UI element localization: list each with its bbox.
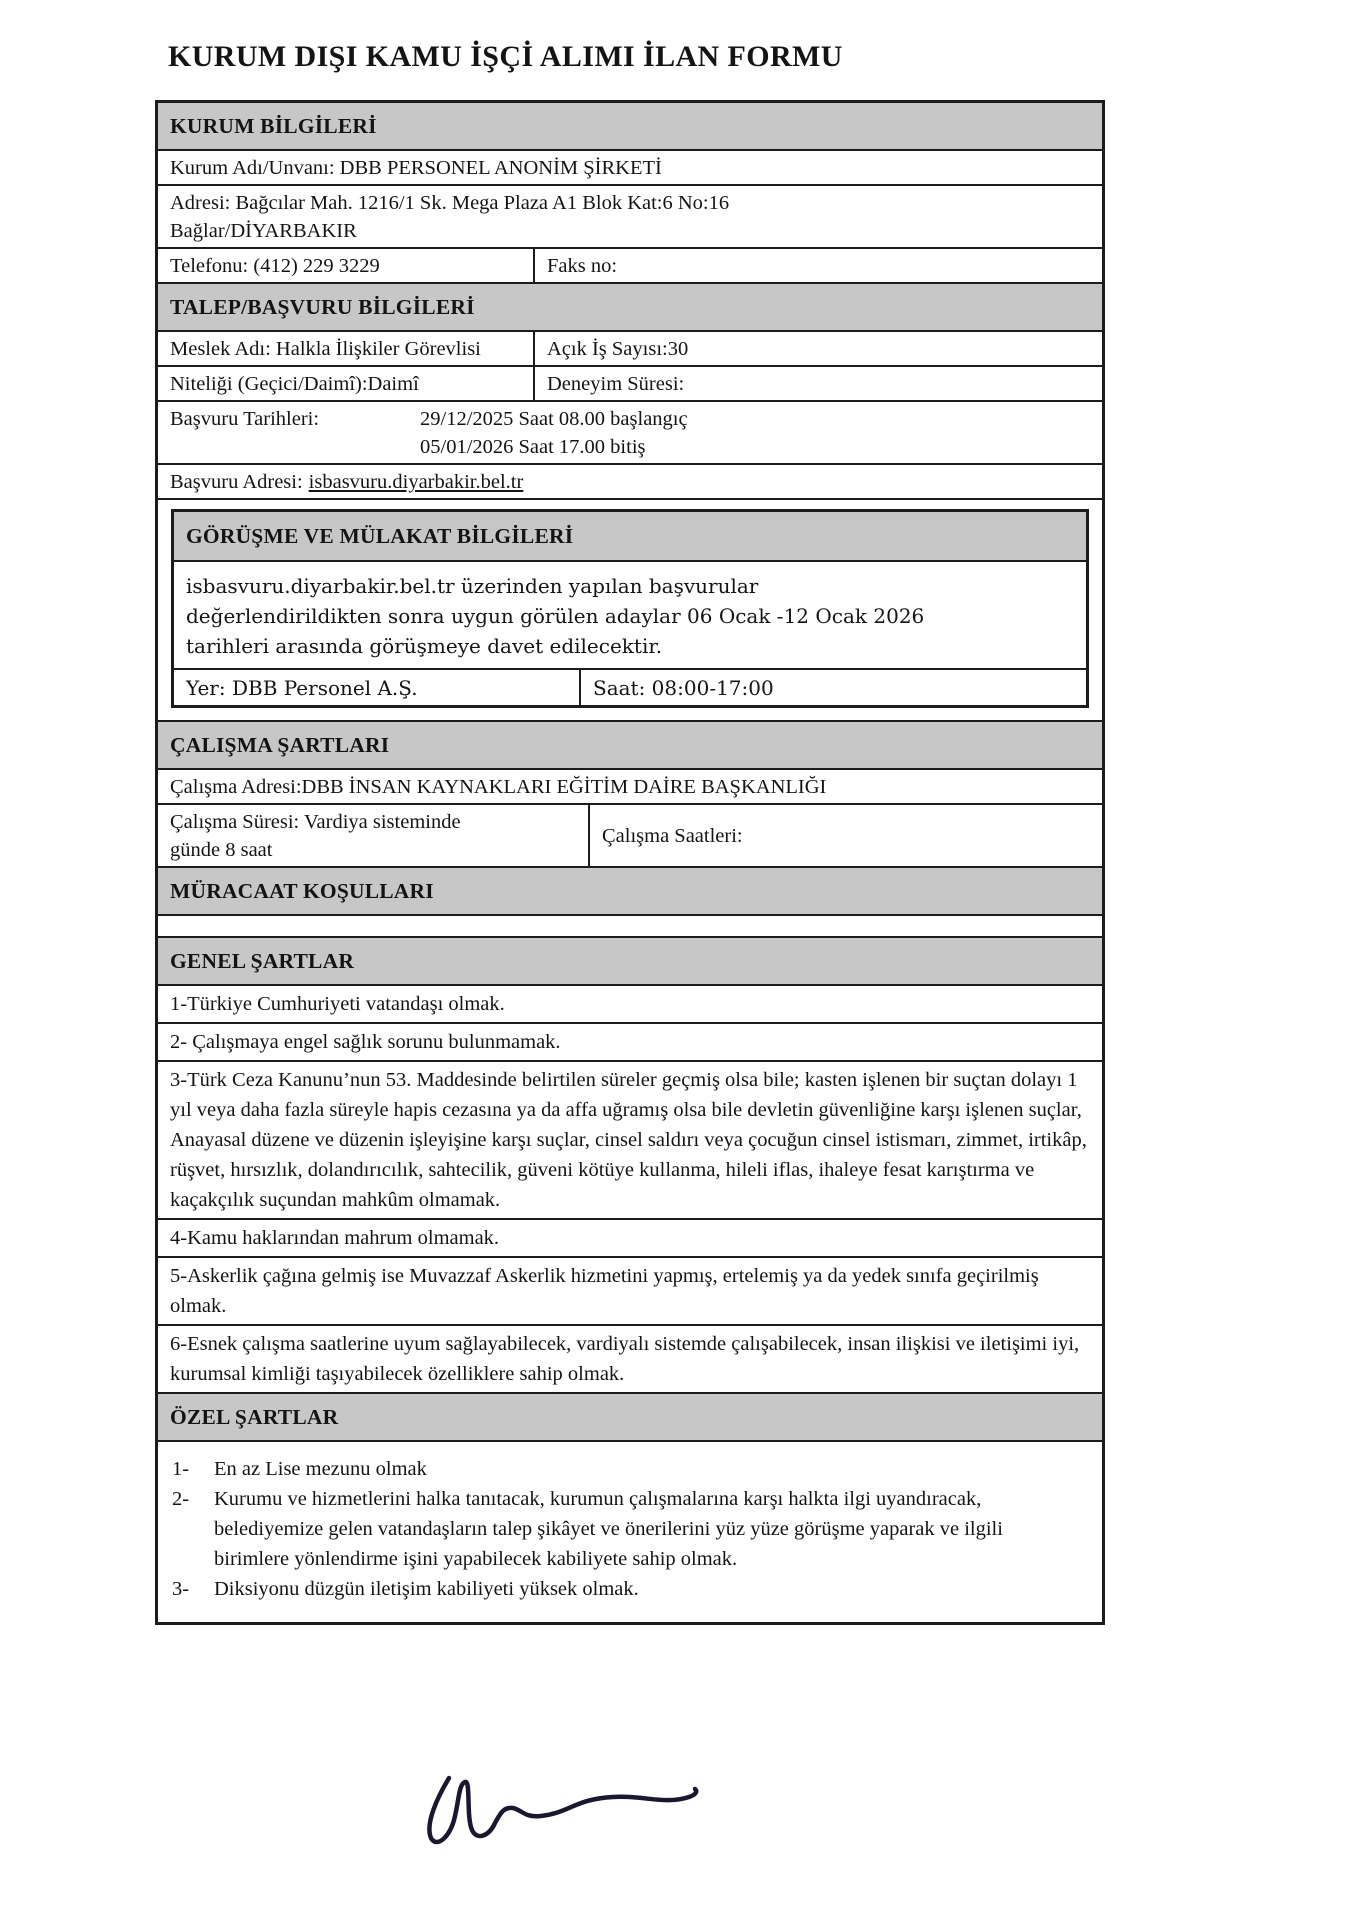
ozel-item-number: 1- — [172, 1458, 190, 1480]
field-basvuru-tarihleri-label: Başvuru Tarihleri: — [170, 408, 320, 430]
signature-scribble — [415, 1772, 725, 1872]
field-kurum-adi: Kurum Adı/Unvanı: DBB PERSONEL ANONİM ŞİRKETİ — [158, 151, 1102, 186]
genel-sartlar-item: 5-Askerlik çağına gelmiş ise Muvazzaf Askerlik hizmetini yapmış, ertelemiş ya da yedek sınıfa geçirilmiş olmak. — [158, 1258, 1102, 1326]
basvuru-adresi-link[interactable]: isbasvuru.diyarbakir.bel.tr — [308, 471, 524, 493]
ozel-item-number: 3- — [172, 1578, 190, 1600]
ozel-sartlar-item — [172, 1454, 1088, 1484]
adres-line: Bağlar/DİYARBAKIR — [170, 220, 357, 242]
row-yer-saat — [174, 670, 1086, 705]
field-acik-is-sayisi: Açık İş Sayısı:30 — [533, 332, 1102, 365]
field-faks: Faks no: — [533, 249, 1102, 282]
genel-sartlar-item: 4-Kamu haklarından mahrum olmamak. — [158, 1220, 1102, 1258]
gorusme-paragraf-line: tarihleri arasında görüşmeye davet edilecektir. — [186, 634, 663, 658]
gorusme-paragraf-line: isbasvuru.diyarbakir.bel.tr üzerinden yapılan başvurular — [186, 574, 759, 598]
field-calisma-suresi — [158, 805, 588, 866]
row-nitelik-deneyim — [158, 367, 1102, 402]
genel-sartlar-item: 3-Türk Ceza Kanunu’nun 53. Maddesinde belirtilen süreler geçmiş olsa bile; kasten işlenen bir suçtan dolayı 1 yıl veya daha fazla süreyle hapis cezasına ya da affa uğramış olsa bile devletin güvenliğine karşı işlenen suçlar, Anayasal düzene ve düzenin işleyişine karşı suçlar, cinsel saldırı veya çocuğun cinsel istismarı, zimmet, irtikâp, rüşvet, hırsızlık, dolandırıcılık, sahtecilik, güveni kötüye kullanma, hileli iflas, ihaleye fesat karıştırma ve kaçakçılık suçundan mahkûm olmamak. — [158, 1062, 1102, 1220]
page-title: KURUM DIŞI KAMU İŞÇİ ALIMI İLAN FORMU — [168, 40, 843, 73]
field-telefon: Telefonu: (412) 229 3229 — [170, 255, 380, 277]
field-basvuru-adresi-label: Başvuru Adresi: — [170, 471, 303, 493]
ozel-sartlar-item — [172, 1484, 1088, 1574]
section-header-muracaat-kosullari: MÜRACAAT KOŞULLARI — [158, 868, 1102, 916]
row-basvuru-adresi — [158, 465, 1102, 500]
ozel-item-number: 2- — [172, 1488, 190, 1510]
gorusme-paragraf — [174, 562, 1086, 670]
adres-line: Adresi: Bağcılar Mah. 1216/1 Sk. Mega Plaza A1 Blok Kat:6 No:16 — [170, 192, 730, 214]
field-meslek-adi: Meslek Adı: Halkla İlişkiler Görevlisi — [170, 338, 481, 360]
ozel-item-text: En az Lise mezunu olmak — [214, 1458, 427, 1480]
section-header-calisma-sartlari: ÇALIŞMA ŞARTLARI — [158, 722, 1102, 770]
spacer-row — [158, 916, 1102, 938]
basvuru-tarih-line: 05/01/2026 Saat 17.00 bitiş — [420, 436, 646, 458]
field-adres — [158, 186, 1102, 249]
field-yer: Yer: DBB Personel A.Ş. — [186, 676, 418, 700]
field-calisma-adresi: Çalışma Adresi:DBB İNSAN KAYNAKLARI EĞİTİM DAİRE BAŞKANLIĞI — [158, 770, 1102, 805]
section-header-ozel-sartlar: ÖZEL ŞARTLAR — [158, 1394, 1102, 1442]
calisma-suresi-line: Çalışma Süresi: Vardiya sisteminde — [170, 811, 461, 833]
basvuru-tarihleri-values — [420, 405, 1090, 461]
gorusme-box — [171, 509, 1089, 708]
ozel-item-text: Diksiyonu düzgün iletişim kabiliyeti yüksek olmak. — [214, 1578, 639, 1600]
row-calisma-suresi-saatleri — [158, 805, 1102, 868]
genel-sartlar-item: 2- Çalışmaya engel sağlık sorunu bulunmamak. — [158, 1024, 1102, 1062]
genel-sartlar-item: 6-Esnek çalışma saatlerine uyum sağlayabilecek, vardiyalı sistemde çalışabilecek, insan ilişkisi ve iletişimi iyi, kurumsal kimliği taşıyabilecek özelliklere sahip olmak. — [158, 1326, 1102, 1394]
field-deneyim-suresi: Deneyim Süresi: — [533, 367, 1102, 400]
section-header-talep-basvuru: TALEP/BAŞVURU BİLGİLERİ — [158, 284, 1102, 332]
row-telefon-faks — [158, 249, 1102, 284]
field-saat: Saat: 08:00-17:00 — [579, 670, 1086, 705]
ozel-sartlar-list — [158, 1442, 1102, 1622]
basvuru-tarih-line: 29/12/2025 Saat 08.00 başlangıç — [420, 408, 688, 430]
calisma-suresi-line: günde 8 saat — [170, 839, 273, 861]
ozel-sartlar-item — [172, 1574, 1088, 1604]
genel-sartlar-list — [158, 986, 1102, 1394]
field-calisma-saatleri: Çalışma Saatleri: — [588, 805, 1102, 866]
row-meslek-acik-is — [158, 332, 1102, 367]
ilan-form-table — [155, 100, 1105, 1625]
ozel-item-text: Kurumu ve hizmetlerini halka tanıtacak, kurumun çalışmalarına karşı halkta ilgi uyandıracak, belediyemize gelen vatandaşların talep şikâyet ve önerilerini yüz yüze görüşme yaparak ve ilgili birimlere yönlendirme işini yapabilecek kabiliyete sahip olmak. — [214, 1488, 1003, 1570]
gorusme-inset-wrap — [158, 500, 1102, 722]
section-header-genel-sartlar: GENEL ŞARTLAR — [158, 938, 1102, 986]
section-header-kurum-bilgileri: KURUM BİLGİLERİ — [158, 103, 1102, 151]
section-header-gorusme-mulakat: GÖRÜŞME VE MÜLAKAT BİLGİLERİ — [174, 512, 1086, 562]
genel-sartlar-item: 1-Türkiye Cumhuriyeti vatandaşı olmak. — [158, 986, 1102, 1024]
gorusme-paragraf-line: değerlendirildikten sonra uygun görülen adaylar 06 Ocak -12 Ocak 2026 — [186, 604, 925, 628]
row-basvuru-tarihleri — [158, 402, 1102, 465]
field-niteligi: Niteliği (Geçici/Daimî):Daimî — [170, 373, 419, 395]
